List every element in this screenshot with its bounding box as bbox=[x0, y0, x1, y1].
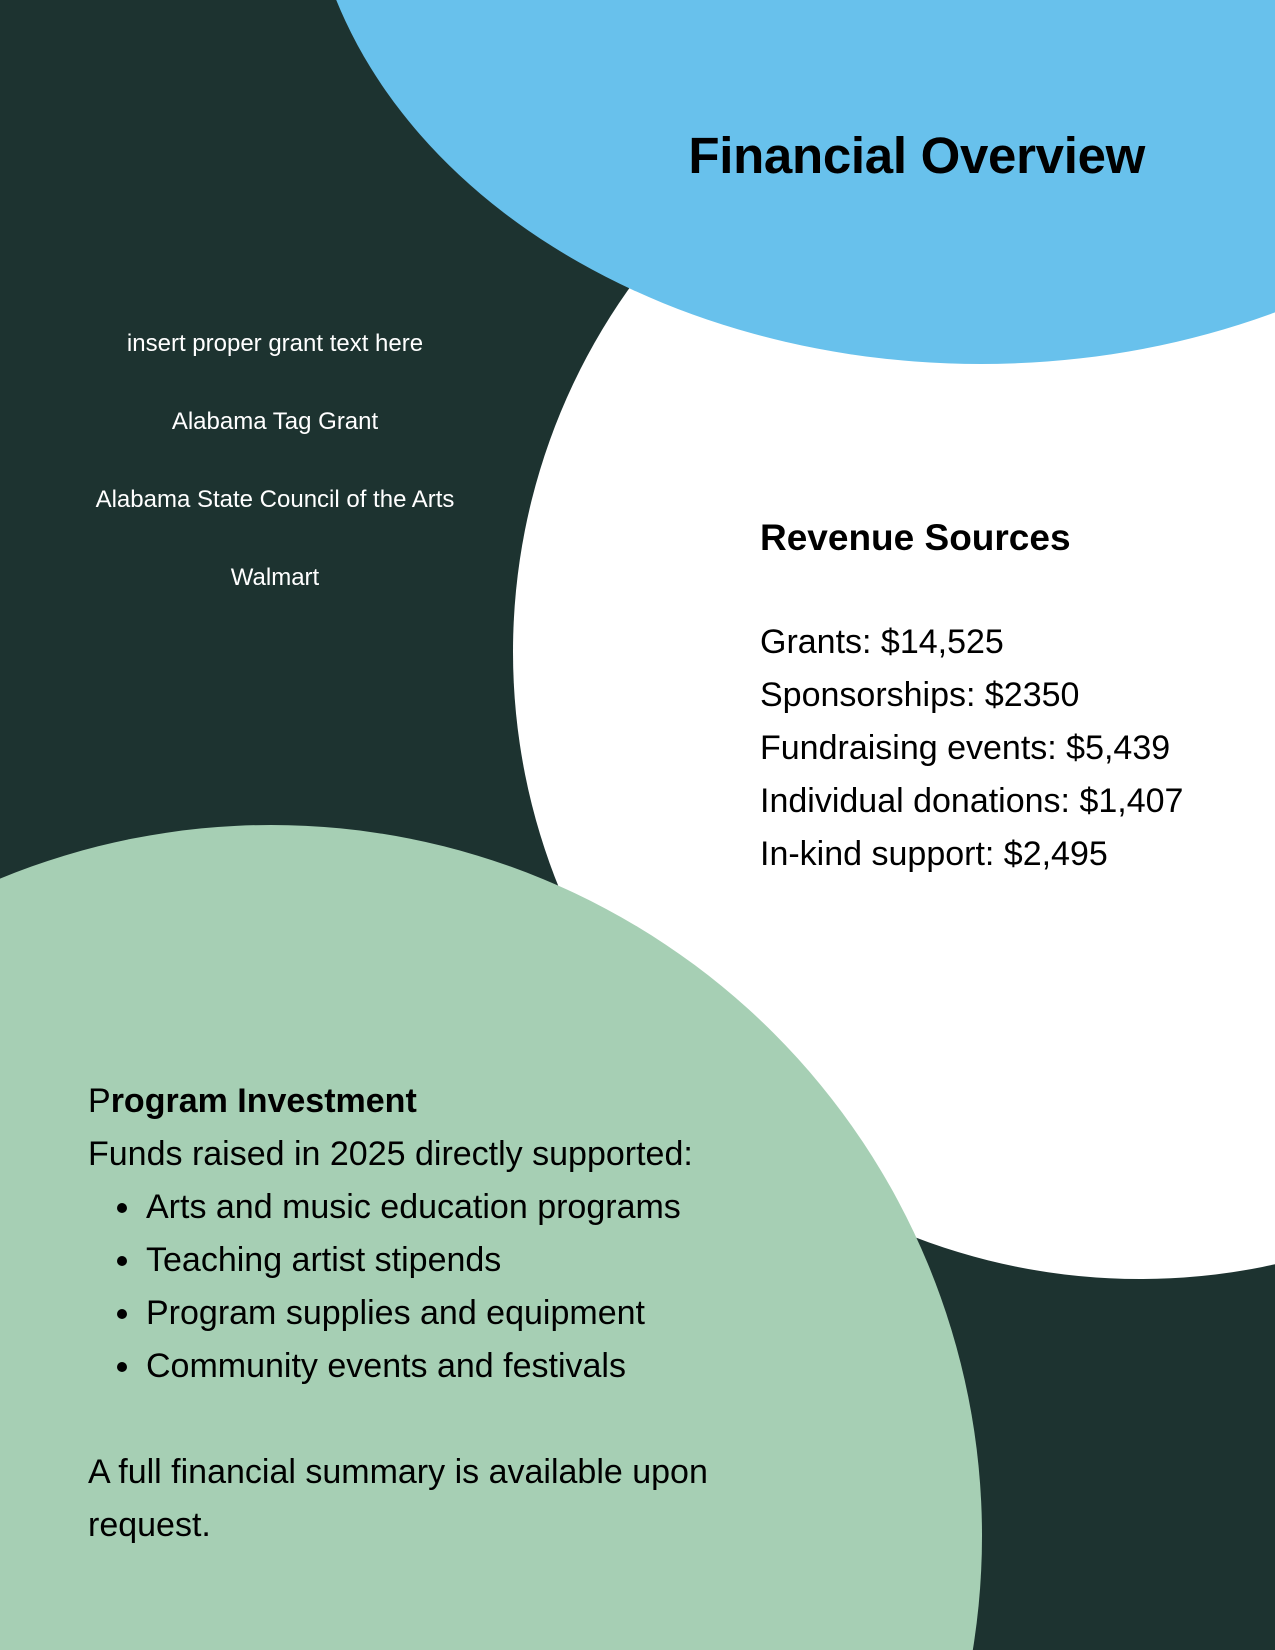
investment-list bbox=[88, 1181, 808, 1393]
grant-item: Alabama Tag Grant bbox=[171, 408, 379, 435]
list-item: • Program supplies and equipment bbox=[144, 1287, 808, 1340]
heading-first-letter: P bbox=[88, 1082, 111, 1120]
revenue-item: Fundraising events: $5,439 bbox=[760, 729, 1171, 767]
grant-item: insert proper grant text here bbox=[126, 330, 424, 357]
revenue-item: In-kind support: $2,495 bbox=[760, 835, 1108, 873]
revenue-heading: Revenue Sources bbox=[760, 517, 1071, 558]
list-item: • Teaching artist stipends bbox=[144, 1234, 808, 1287]
revenue-item: Sponsorships: $2350 bbox=[760, 676, 1080, 714]
page-title: Financial Overview bbox=[688, 127, 1145, 184]
grant-item: Walmart bbox=[230, 564, 320, 591]
revenue-section bbox=[760, 512, 1260, 881]
grant-item: Alabama State Council of the Arts bbox=[95, 486, 455, 513]
heading-rest: rogram Investment bbox=[110, 1082, 417, 1120]
program-investment-heading bbox=[88, 1078, 808, 1124]
summary-note: A full financial summary is available upon request. bbox=[88, 1453, 708, 1544]
program-investment-section bbox=[88, 1078, 808, 1552]
investment-intro: Funds raised in 2025 directly supported: bbox=[88, 1135, 693, 1173]
list-item: • Arts and music education programs bbox=[144, 1181, 808, 1234]
list-item: • Community events and festivals bbox=[144, 1340, 808, 1393]
revenue-item: Individual donations: $1,407 bbox=[760, 782, 1184, 820]
grant-list bbox=[0, 328, 550, 640]
revenue-item: Grants: $14,525 bbox=[760, 623, 1004, 661]
